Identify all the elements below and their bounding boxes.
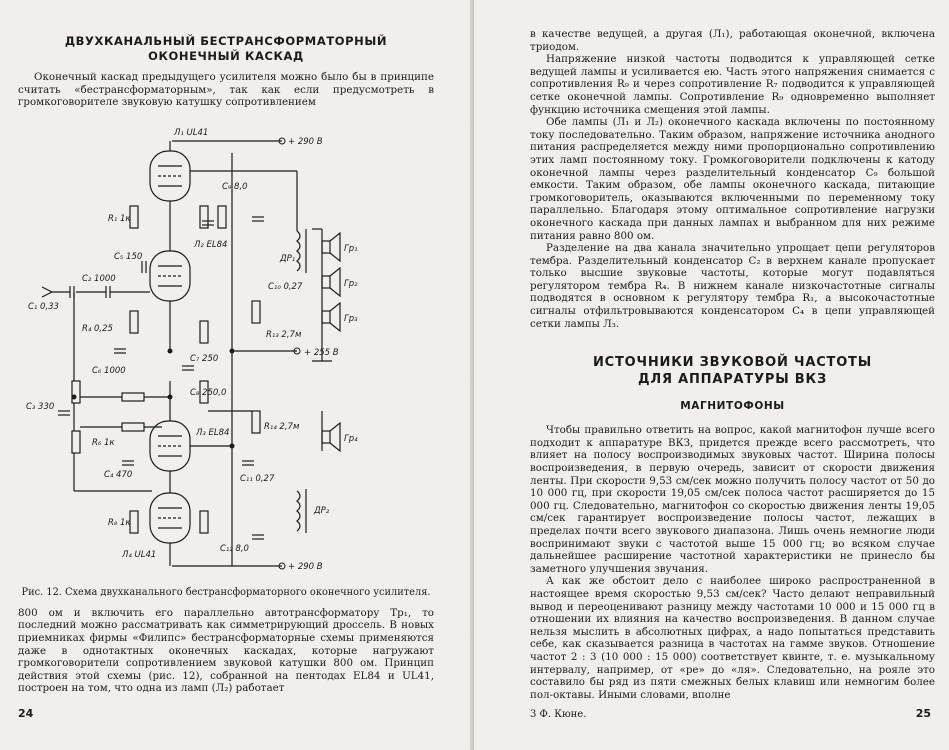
label-c10: С₁₀ 0,27	[268, 281, 303, 292]
label-c12: С₁₂ 8,0	[220, 543, 249, 554]
section-title-line-2: ДЛЯ АППАРАТУРЫ ВКЗ	[638, 372, 827, 388]
left-body-paragraph: 800 ом и включить его параллельно автотрансформатору Тр₁, то последний можно рассматривать как симметрирующий дроссель. В новых приемниках фирмы «Филипс» бестрансформаторные схемы применяются даже в однотактных оконечных каскадах, которые нагружают громкоговорители сопротивлением звуковой катушки 800 ом. Принцип действия этой схемы (рис. 12), собранной на пентодах EL84 и UL41, построен на том, что одна из ламп (Л₂) работает	[18, 606, 434, 695]
label-c3: С₃ 330	[26, 401, 55, 412]
right-page-number: 25	[915, 707, 931, 720]
label-gr1: Гр₁	[344, 243, 358, 254]
label-l3: Л₃ EL84	[196, 427, 230, 438]
label-r1: R₁ 1к	[108, 213, 131, 224]
right-page	[474, 0, 949, 750]
schematic-drawing	[22, 111, 432, 583]
left-intro-paragraph: Оконечный каскад предыдущего усилителя можно было бы в принципе считать «бестрансформаторным», так как если предусмотреть в громкоговорителе звуковую катушку сопротивлением	[18, 71, 434, 109]
label-v290-top: + 290 В	[288, 136, 323, 147]
right-paragraph-6: А как же обстоит дело с наиболее широко распространенной в настоящее время скоростью 9,53 см/сек? Часто делают неправильный вывод и переоценивают разницу между частотами 10 000 и 15 000 гц в отношении их влияния на качество воспроизведения. В данном случае нельзя мыслить в абсолютных цифрах, а надо попытаться представить себе, как сказывается разница в частотах на гамме звуков. Отношение частот 2 : 3 (10 000 : 15 000) соответствует квинте, т. е. музыкальному интервалу, например, от «ре» до «ля». Следовательно, на рояле это составило бы ряд из пяти смежных белых клавиш или немногим более пол-октавы. Иными словами, вполне	[530, 575, 935, 701]
label-c4: С₄ 470	[104, 469, 133, 480]
label-r8: R₈ 1к	[108, 517, 131, 528]
label-c8: С₈ 250,0	[190, 387, 227, 398]
label-c9: С₉ 8,0	[222, 181, 248, 192]
right-paragraph-2: Напряжение низкой частоты подводится к управляющей сетке ведущей лампы и усиливается ею. Часть этого напряжения снимается с сопротивления R₉ и через сопротивление R₇ подводится к управляющей сетке оконечной лампы. Сопротивление R₉ одновременно выполняет функцию источника смещения этой лампы.	[530, 53, 935, 116]
label-c6: С₆ 1000	[92, 365, 126, 376]
label-gr3: Гр₃	[344, 313, 358, 324]
label-l2: Л₂ EL84	[194, 239, 228, 250]
figure-caption: Рис. 12. Схема двухканального бестрансформаторного оконечного усилителя.	[21, 586, 431, 598]
label-l1: Л₁ UL41	[174, 127, 209, 138]
section-title-line-1: ИСТОЧНИКИ ЗВУКОВОЙ ЧАСТОТЫ	[592, 355, 872, 371]
label-r13: R₁₃ 2,7м	[266, 329, 302, 340]
label-l4: Л₄ UL41	[122, 549, 157, 560]
left-title-line-1: ДВУХКАНАЛЬНЫЙ БЕСТРАНСФОРМАТОРНЫЙ	[64, 34, 388, 48]
label-r14: R₁₄ 2,7м	[264, 421, 300, 432]
left-page-number: 24	[18, 707, 34, 720]
label-c5: С₅ 150	[114, 251, 143, 262]
label-v255: + 255 В	[304, 347, 339, 358]
label-gr2: Гр₂	[344, 278, 358, 289]
label-r4: R₄ 0,25	[82, 323, 113, 334]
label-gr4: Гр₄	[344, 433, 358, 444]
right-paragraph-3: Обе лампы (Л₁ и Л₂) оконечного каскада включены по постоянному току последовательно. Таким образом, напряжение источника анодного питания распределяется между ними пропорционально сопротивлению этих ламп постоянному току. Громкоговорители подключены к катоду оконечной лампы через разделительный конденсатор С₉ большой емкости. Таким образом, обе лампы оконечного каскада, питающие громкоговоритель, оказываются включенными по переменному току параллельно. Благодаря этому оптимальное сопротивление нагрузки оконечного каскада при данных лампах и выбранном для них режиме питания равно 800 ом.	[530, 116, 935, 242]
label-c11: С₁₁ 0,27	[240, 473, 275, 484]
label-c7: С₇ 250	[190, 353, 219, 364]
right-paragraph-5: Чтобы правильно ответить на вопрос, какой магнитофон лучше всего подходит к аппаратуре ВКЗ, придется прежде всего рассмотреть, что влияет на полосу воспроизводимых звуковых частот. Ширина полосы воспроизведения, в первую очередь, зависит от скорости движения ленты. При скорости 9,53 см/сек можно получить полосу частот от 50 до 10 000 гц, при скорости 19,05 см/сек полоса частот расширяется до 15 000 гц. Следовательно, магнитофон со скоростью движения ленты 19,05 см/сек гарантирует воспроизведение полосы частот, лежащих в пределах почти всего звукового диапазона. Лишь очень немногие люди воспринимают звуки с частотой выше 15 000 гц; во всяком случае дальнейшее расширение частотной характеристики не принесло бы заметного улучшения звучания.	[530, 424, 935, 575]
label-r6: R₆ 1к	[92, 437, 115, 448]
label-dr2: ДР₂	[314, 505, 330, 516]
label-c1: С₁ 0,33	[28, 301, 59, 312]
section-title	[530, 354, 935, 388]
circuit-schematic	[22, 111, 432, 583]
right-paragraph-4: Разделение на два канала значительно упрощает цепи регуляторов тембра. Разделительный конденсатор С₂ в верхнем канале пропускает только высшие звуковые частоты, которые могут подавляться регулятором тембра R₄. В нижнем канале низкочастотные сигналы подводятся в основном к регулятору тембра R₁, а высокочастотные сигналы отфильтровываются конденсатором С₄ в цепи управляющей сетки лампы Л₃.	[530, 242, 935, 330]
left-title-line-2: ОКОНЕЧНЫЙ КАСКАД	[148, 49, 304, 63]
label-v290-bot: + 290 В	[288, 561, 323, 572]
label-c2: С₂ 1000	[82, 273, 116, 284]
label-dr1: ДР₁	[280, 253, 296, 264]
right-paragraph-1: в качестве ведущей, а другая (Л₁), работающая оконечной, включена триодом.	[530, 28, 935, 53]
signature-mark: 3 Ф. Кюне.	[530, 709, 587, 720]
left-page	[0, 0, 474, 750]
subsection-title: МАГНИТОФОНЫ	[680, 400, 785, 413]
